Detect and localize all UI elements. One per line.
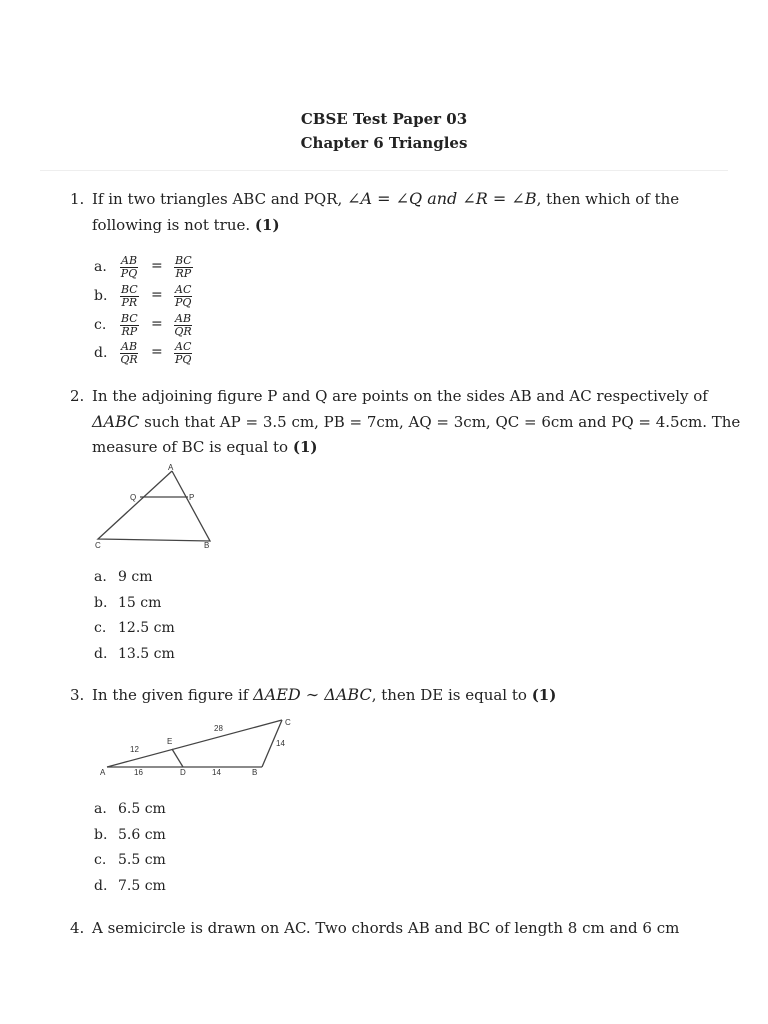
q2-text-line3 [92, 438, 318, 456]
q1-option-left-fraction-numerator: AB [121, 340, 138, 353]
q1-number: 1. [70, 190, 85, 208]
q1-math-angle1: ∠A = ∠Q [347, 189, 423, 208]
q2-text-cont: such that AP = 3.5 cm, PB = 7cm, AQ = 3cm, QC = 6cm and PQ = 4.5cm. The [139, 413, 741, 431]
q3-option-label: c. [94, 852, 107, 868]
q1-option-right-fraction [174, 341, 192, 366]
q1-option-right-fraction-numerator: AB [175, 312, 192, 325]
q1-marks: (1) [254, 216, 280, 234]
page-title: CBSE Test Paper 03 [300, 110, 468, 128]
q3-option-label: d. [94, 877, 108, 894]
q2-option-text: 15 cm [118, 594, 162, 611]
q2-label-q: Q [130, 493, 137, 502]
q3-option-text: 7.5 cm [118, 877, 166, 894]
q1-option-label: c. [94, 317, 107, 333]
q1-option-right-fraction-denominator: QR [174, 325, 192, 338]
q3-length-ae: 12 [130, 745, 139, 754]
q2-label-a: A [168, 463, 174, 472]
page-subtitle: Chapter 6 Triangles [300, 134, 468, 152]
q1-text-cont: following is not true. [92, 216, 255, 234]
q2-option-text: 9 cm [118, 569, 153, 585]
q3-marks: (1) [531, 686, 557, 704]
q1-option-left-fraction-denominator: PR [121, 296, 138, 309]
q3-length-ec: 28 [214, 724, 223, 733]
q2-number: 2. [70, 387, 85, 405]
q1-text-line1 [92, 189, 679, 208]
q3-text: In the given figure if [92, 686, 254, 704]
q4-text-line1: A semicircle is drawn on AC. Two chords AB and BC of length 8 cm and 6 cm [92, 919, 680, 937]
q2-option-label: d. [94, 645, 108, 662]
q1-option-label: a. [94, 259, 107, 275]
q2-option-text: 13.5 cm [118, 645, 175, 662]
q1-option-left-fraction-numerator: BC [121, 312, 138, 325]
q4-number: 4. [70, 919, 85, 937]
q1-option-right-fraction-denominator: PQ [174, 353, 192, 366]
q1-option-right-fraction-numerator: BC [175, 254, 192, 267]
q2-text-line2 [92, 412, 740, 431]
q1-text: If in two triangles ABC and PQR, [92, 190, 348, 208]
q2-label-p: P [189, 493, 195, 502]
q1-math-angle2: ∠R = ∠B [462, 189, 537, 208]
q2-figure [92, 462, 222, 552]
q3-math-similar: ΔAED ∼ ΔABC [253, 685, 372, 704]
q1-option-right-fraction [174, 284, 192, 309]
q1-option-left-fraction-numerator: AB [121, 254, 138, 267]
q3-label-d: D [180, 768, 186, 777]
q2-option-label: c. [94, 620, 107, 636]
q1-option-left-fraction-denominator: PQ [120, 267, 138, 280]
q1-option-left-fraction [120, 341, 138, 366]
q2-option-text: 12.5 cm [118, 620, 175, 636]
q1-option-right-fraction-numerator: AC [175, 283, 192, 296]
q2-text-line1: In the adjoining figure P and Q are points on the sides AB and AC respectively of [92, 387, 708, 405]
q1-option-label: d. [94, 345, 108, 361]
header-divider [40, 170, 728, 171]
q3-option-label: a. [94, 801, 107, 817]
q2-label-b: B [204, 541, 210, 550]
q2-label-c: C [95, 541, 101, 550]
q3-segment-ed [172, 749, 183, 767]
q3-length-ad: 16 [134, 768, 143, 777]
q1-math-and: and [422, 189, 463, 208]
q1-option-right-fraction [174, 313, 192, 338]
q2-text-cont2: measure of BC is equal to [92, 438, 293, 456]
q1-option-right-fraction [174, 255, 193, 280]
q1-option-equals: = [151, 258, 163, 274]
q3-option-text: 5.6 cm [118, 826, 166, 843]
q3-label-b: B [252, 768, 258, 777]
q1-option-equals: = [151, 344, 163, 360]
q2-option-label: a. [94, 569, 107, 585]
q3-label-a: A [100, 768, 106, 777]
q1-option-left-fraction-denominator: RP [121, 325, 138, 338]
q3-segment-ac [107, 720, 282, 767]
q3-figure [92, 712, 302, 782]
q1-option-label: b. [94, 288, 108, 304]
q3-label-e: E [167, 737, 173, 746]
q1-option-equals: = [151, 316, 163, 332]
q1-text-line2 [92, 216, 280, 234]
q1-option-left-fraction [120, 313, 139, 338]
q1-option-left-fraction [120, 255, 138, 280]
q2-triangle [98, 471, 210, 541]
q1-option-right-fraction-denominator: RP [175, 267, 192, 280]
q2-marks: (1) [292, 438, 318, 456]
q2-option-label: b. [94, 594, 108, 611]
q1-option-equals: = [151, 287, 163, 303]
q1-option-left-fraction-denominator: QR [120, 353, 138, 366]
q1-option-left-fraction [120, 284, 139, 309]
q3-text-post: , then DE is equal to [371, 686, 532, 704]
q3-option-text: 5.5 cm [118, 852, 166, 868]
q1-option-right-fraction-denominator: PQ [174, 296, 192, 309]
q3-option-text: 6.5 cm [118, 801, 166, 817]
q2-math-triangle: ΔABC [92, 412, 140, 431]
q1-option-right-fraction-numerator: AC [175, 340, 192, 353]
q1-text-post: , then which of the [536, 190, 680, 208]
q3-number: 3. [70, 686, 85, 704]
q1-option-left-fraction-numerator: BC [121, 283, 138, 296]
q3-text-line1 [92, 685, 556, 704]
q3-length-db: 14 [212, 768, 221, 777]
q3-option-label: b. [94, 826, 108, 843]
q3-label-c: C [285, 718, 291, 727]
q3-length-bc: 14 [276, 739, 285, 748]
